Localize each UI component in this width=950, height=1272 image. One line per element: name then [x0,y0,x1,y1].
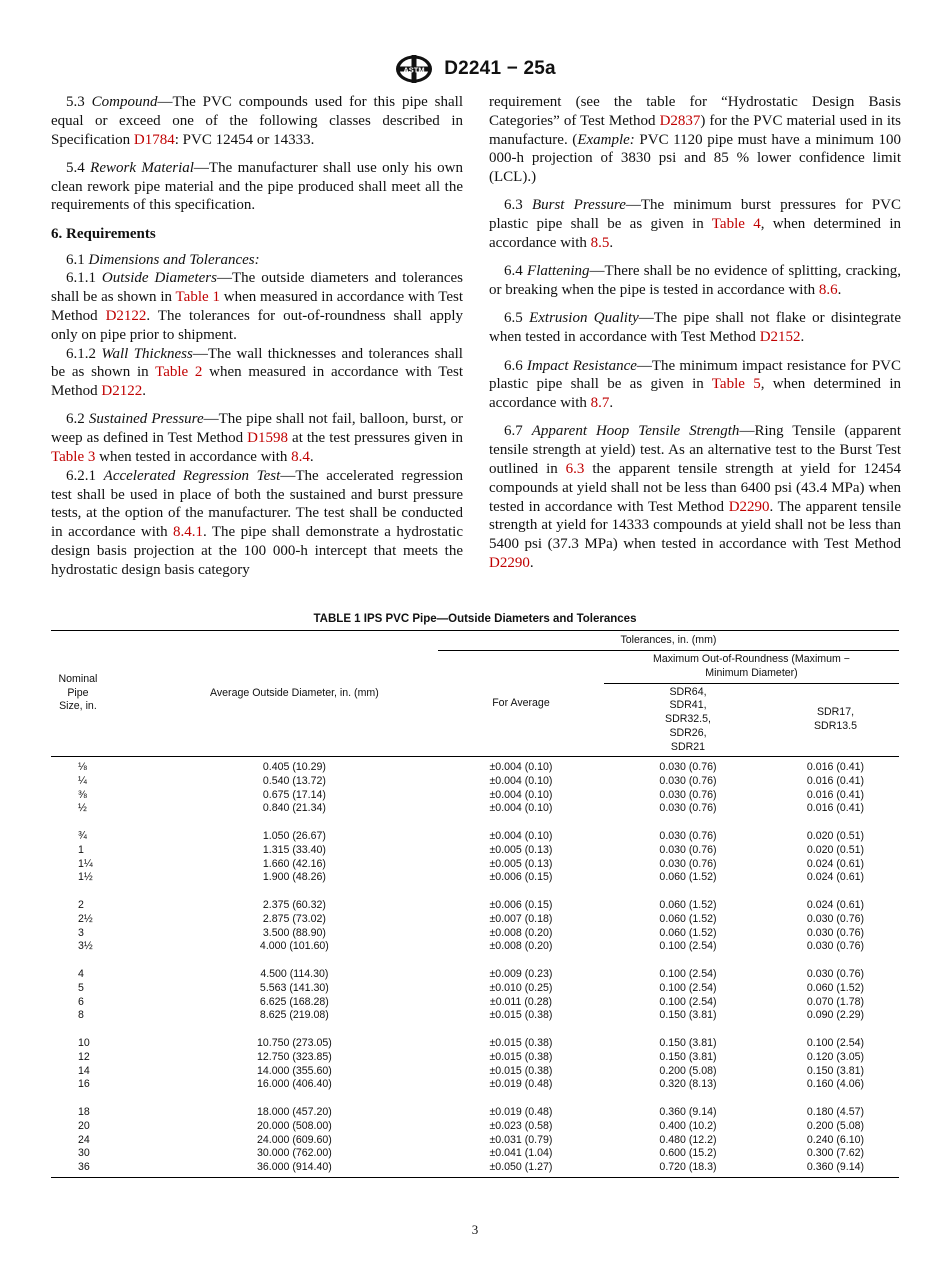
average-od-cell: 6.625 (168.28) [259,995,329,1008]
table-row [51,1147,899,1161]
out-of-round-sdr-group-2-cell: 0.300 (7.62) [806,1147,865,1160]
link-d2122[interactable]: D2122 [105,307,147,324]
tolerance-average-cell: ±0.008 (0.20) [489,926,553,939]
out-of-round-sdr-group-2-cell: 0.030 (0.76) [806,912,865,925]
tolerance-average-cell: ±0.005 (0.13) [489,857,553,870]
nominal-size-cell: 1 [78,843,84,856]
table-row [51,816,899,844]
nominal-size-cell: ⅛ [78,761,87,773]
nominal-size-cell: ½ [78,802,87,815]
tolerance-average-cell: ±0.005 (0.13) [489,843,553,856]
average-od-cell: 0.405 (10.29) [262,761,326,773]
average-od-cell: 14.000 (355.60) [256,1064,332,1077]
out-of-round-sdr-group-1-cell: 0.060 (1.52) [659,912,717,925]
tolerance-average-cell: ±0.006 (0.15) [489,871,553,884]
average-od-cell: 1.660 (42.16) [262,857,326,870]
out-of-round-sdr-group-1-cell: 0.100 (2.54) [659,981,717,994]
out-of-round-sdr-group-2-cell: 0.060 (1.52) [806,981,865,994]
table-row [51,1092,899,1120]
nominal-size-cell: 20 [78,1119,90,1132]
out-of-round-sdr-group-1-cell: 0.320 (8.13) [659,1078,717,1091]
nominal-size-cell: 2 [78,898,84,911]
table-row [51,940,899,954]
section-6-4: 6.4 Flattening—There shall be no evidence of splitting, cracking, or breaking when the pipe is tested in accordance with 8.6. [489,263,901,299]
tolerance-average-cell: ±0.050 (1.27) [438,1161,604,1177]
out-of-round-sdr-group-2-cell: 0.020 (0.51) [806,843,865,856]
out-of-round-sdr-group-1-cell: 0.030 (0.76) [659,788,717,801]
tolerance-average-cell: ±0.004 (0.10) [489,829,553,842]
out-of-round-sdr-group-2-cell: 0.016 (0.41) [806,761,865,773]
table-1 [51,630,899,1178]
table-row [51,1161,899,1177]
nominal-size-cell: 12 [78,1050,90,1063]
table-1-body [51,757,899,1178]
out-of-round-sdr-group-1-cell: 0.720 (18.3) [604,1161,772,1177]
out-of-round-sdr-group-1-cell: 0.400 (10.2) [659,1119,717,1132]
section-6-2-1: 6.2.1 Accelerated Regression Test—The accelerated regression test shall be used in place of both the sustained and burst pressure tests, at the option of the manufacturer. The test shall be conducted in accordance with 8.4.1. The pipe shall demonstrate a hydrostatic design basis projection at the 100 000-h intercept that meets the hydrostatic design basis category [51,467,464,578]
nominal-size-cell: 18 [78,1105,90,1118]
out-of-round-sdr-group-1-cell: 0.100 (2.54) [659,995,717,1008]
out-of-round-sdr-group-1-cell: 0.600 (15.2) [659,1147,717,1160]
header-sdr-group-1: SDR64, SDR41, SDR32.5, SDR26, SDR21 [604,684,772,757]
section-6-6: 6.6 Impact Resistance—The minimum impact resistance for PVC plastic pipe shall be as given in Table 5, when determined in accordance with 8.7. [489,357,901,412]
out-of-round-sdr-group-2-cell: 0.030 (0.76) [806,967,865,980]
nominal-size-cell: ⅜ [78,788,87,801]
table-row [51,996,899,1010]
out-of-round-sdr-group-1-cell: 0.200 (5.08) [659,1064,717,1077]
table-row [51,757,899,775]
out-of-round-sdr-group-1-cell: 0.150 (3.81) [659,1009,717,1022]
table-row [51,1065,899,1079]
out-of-round-sdr-group-2-cell: 0.024 (0.61) [806,857,865,870]
table-row [51,871,899,885]
out-of-round-sdr-group-2-cell: 0.100 (2.54) [806,1036,865,1049]
out-of-round-sdr-group-1-cell: 0.060 (1.52) [659,871,717,884]
section-6-2: 6.2 Sustained Pressure—The pipe shall not fail, balloon, burst, or weep as defined in Test Method D1598 at the test pressures given in Table 3 when tested in accordance with 8.4. [51,411,464,466]
nominal-size-cell: 4 [78,967,84,980]
nominal-size-cell: 30 [78,1147,90,1160]
link-8-4[interactable]: 8.4 [291,449,310,466]
tolerance-average-cell: ±0.009 (0.23) [489,967,553,980]
average-od-cell: 20.000 (508.00) [256,1119,332,1132]
out-of-round-sdr-group-2-cell: 0.160 (4.06) [806,1078,865,1091]
tolerance-average-cell: ±0.031 (0.79) [489,1133,553,1146]
out-of-round-sdr-group-2-cell: 0.030 (0.76) [806,926,865,939]
link-table-5[interactable]: Table 5 [711,376,761,393]
average-od-cell: 1.900 (48.26) [262,871,326,884]
document-header [0,54,950,84]
average-od-cell: 1.315 (33.40) [262,843,326,856]
section-6-1: 6.1 Dimensions and Tolerances: [66,251,260,268]
table-row [51,789,899,803]
out-of-round-sdr-group-1-cell: 0.030 (0.76) [659,761,717,773]
nominal-size-cell: 36 [51,1161,151,1177]
average-od-cell: 16.000 (406.40) [256,1078,332,1091]
out-of-round-sdr-group-2-cell: 0.016 (0.41) [806,788,865,801]
table-row [51,775,899,789]
average-od-cell: 0.840 (21.34) [262,802,326,815]
tolerance-average-cell: ±0.006 (0.15) [489,898,553,911]
average-od-cell: 10.750 (273.05) [256,1036,332,1049]
section-6-7: 6.7 Apparent Hoop Tensile Strength—Ring Tensile (apparent tensile strength at yield) test. As an alternative test to the Burst Test outlined in 6.3 the apparent tensile strength at yield for 12454 compounds at yield shall not be less than 6400 psi (43.4 MPa) when tested in accordance with Test Method D2290. The apparent tensile strength at yield for 14333 compounds at yield shall not be less than 5400 psi (37.3 MPa) when tested in accordance with Test Method D2290. [489,423,902,572]
header-average-od: Average Outside Diameter, in. (mm) [151,631,438,757]
out-of-round-sdr-group-2-cell: 0.024 (0.61) [806,898,865,911]
table-row [51,802,899,816]
page-number: 3 [471,1222,479,1237]
nominal-size-cell: 2½ [78,912,93,925]
link-8-5[interactable]: 8.5 [590,235,610,252]
tolerance-average-cell: ±0.004 (0.10) [489,788,553,801]
out-of-round-sdr-group-1-cell: 0.060 (1.52) [659,926,717,939]
average-od-cell: 2.875 (73.02) [262,912,326,925]
table-row [51,913,899,927]
table-row [51,1078,899,1092]
table-row [51,844,899,858]
table-1-title: TABLE 1 IPS PVC Pipe—Outside Diameters and Tolerances [313,613,637,625]
out-of-round-sdr-group-1-cell: 0.150 (3.81) [659,1036,717,1049]
out-of-round-sdr-group-1-cell: 0.030 (0.76) [659,857,717,870]
out-of-round-sdr-group-1-cell: 0.030 (0.76) [659,843,717,856]
link-d1598[interactable]: D1598 [247,430,288,447]
table-row [51,1120,899,1134]
out-of-round-sdr-group-1-cell: 0.030 (0.76) [659,829,717,842]
tolerance-average-cell: ±0.008 (0.20) [489,940,553,953]
tolerance-average-cell: ±0.015 (0.38) [489,1009,553,1022]
average-od-cell: 3.500 (88.90) [262,926,326,939]
table-row [51,927,899,941]
average-od-cell: 0.675 (17.14) [262,788,326,801]
link-d1784[interactable]: D1784 [133,131,175,148]
nominal-size-cell: 8 [78,1009,84,1022]
nominal-size-cell: 16 [78,1078,90,1091]
table-row [51,885,899,913]
nominal-size-cell: 10 [78,1036,90,1049]
out-of-round-sdr-group-1-cell: 0.060 (1.52) [659,898,717,911]
out-of-round-sdr-group-1-cell: 0.030 (0.76) [659,802,717,815]
section-6-1-2: 6.1.2 Wall Thickness—The wall thicknesses and tolerances shall be as shown in Table 2 when measured in accordance with Test Method D2122. [51,345,463,400]
average-od-cell: 4.500 (114.30) [260,967,329,980]
section-6-5: 6.5 Extrusion Quality—The pipe shall not flake or disintegrate when tested in accordance with Test Method D2152. [489,310,902,346]
section-5-3: 5.3 Compound—The PVC compounds used for this pipe shall equal or exceed one of the following classes described in Specification D1784: PVC 12454 or 14333. [51,94,464,148]
out-of-round-sdr-group-1-cell: 0.100 (2.54) [659,940,717,953]
header-nominal-size: Nominal Pipe Size, in. [51,631,151,757]
out-of-round-sdr-group-2-cell: 0.070 (1.78) [806,995,865,1008]
link-d2837[interactable]: D2837 [659,112,701,129]
average-od-cell: 1.050 (26.67) [262,829,326,842]
document-id: D2241 − 25a [444,58,556,79]
link-table-2[interactable]: Table 2 [155,364,203,381]
link-d2290[interactable]: D2290 [728,498,770,515]
average-od-cell: 5.563 (141.30) [259,981,329,994]
tolerance-average-cell: ±0.010 (0.25) [489,981,553,994]
header-tolerances: Tolerances, in. (mm) [438,631,899,651]
out-of-round-sdr-group-2-cell: 0.120 (3.05) [806,1050,865,1063]
tolerance-average-cell: ±0.041 (1.04) [489,1147,553,1160]
nominal-size-cell: 3 [78,926,84,939]
out-of-round-sdr-group-2-cell: 0.016 (0.41) [806,802,865,815]
average-od-cell: 2.375 (60.32) [262,898,326,911]
nominal-size-cell: 5 [78,981,84,994]
link-6-3[interactable]: 6.3 [565,461,585,478]
average-od-cell: 18.000 (457.20) [256,1105,332,1118]
average-od-cell: 4.000 (101.60) [259,940,329,953]
tolerance-average-cell: ±0.015 (0.38) [489,1050,553,1063]
header-for-average: For Average [438,651,604,757]
link-8-7[interactable]: 8.7 [590,395,610,412]
average-od-cell: 24.000 (609.60) [256,1133,332,1146]
nominal-size-cell: 3½ [78,940,93,953]
average-od-cell: 30.000 (762.00) [256,1147,332,1160]
right-text-column [489,93,901,582]
out-of-round-sdr-group-2-cell: 0.030 (0.76) [806,940,865,953]
link-d2122[interactable]: D2122 [101,383,143,400]
out-of-round-sdr-group-1-cell: 0.100 (2.54) [659,967,717,980]
out-of-round-sdr-group-2-cell: 0.024 (0.61) [806,871,865,884]
tolerance-average-cell: ±0.015 (0.38) [489,1064,553,1077]
nominal-size-cell: 1½ [78,871,93,884]
out-of-round-sdr-group-2-cell: 0.180 (4.57) [806,1105,865,1118]
section-6-3: 6.3 Burst Pressure—The minimum burst pressures for PVC plastic pipe shall be as given in Table 4, when determined in accordance with 8.5. [489,197,901,252]
nominal-size-cell: 6 [78,995,84,1008]
tolerance-average-cell: ±0.004 (0.10) [489,761,553,773]
table-row [51,1134,899,1148]
link-d2290[interactable]: D2290 [489,555,530,572]
table-row [51,858,899,872]
out-of-round-sdr-group-2-cell: 0.090 (2.29) [806,1009,865,1022]
tolerance-average-cell: ±0.015 (0.38) [489,1036,553,1049]
header-sdr-group-2: SDR17, SDR13.5 [772,684,899,757]
out-of-round-sdr-group-2-cell: 0.360 (9.14) [772,1161,899,1177]
out-of-round-sdr-group-1-cell: 0.150 (3.81) [659,1050,717,1063]
table-row [51,1023,899,1051]
out-of-round-sdr-group-1-cell: 0.030 (0.76) [659,774,717,787]
nominal-size-cell: ¼ [78,774,87,787]
table-row [51,954,899,982]
tolerance-average-cell: ±0.019 (0.48) [489,1078,553,1091]
average-od-cell: 8.625 (219.08) [259,1009,329,1022]
nominal-size-cell: ¾ [78,829,87,842]
out-of-round-sdr-group-2-cell: 0.150 (3.81) [806,1064,865,1077]
average-od-cell: 0.540 (13.72) [262,774,326,787]
out-of-round-sdr-group-2-cell: 0.240 (6.10) [806,1133,865,1146]
tolerance-average-cell: ±0.007 (0.18) [489,912,553,925]
link-d2152[interactable]: D2152 [759,329,801,346]
link-table-3[interactable]: Table 3 [51,449,96,466]
out-of-round-sdr-group-1-cell: 0.480 (12.2) [659,1133,717,1146]
tolerance-average-cell: ±0.011 (0.28) [489,995,553,1008]
section-6-1-1: 6.1.1 Outside Diameters—The outside diameters and tolerances shall be as shown in Table 1 when measured in accordance with Test Method D2122. The tolerances for out-of-roundness shall apply only on pipe prior to shipment. [51,270,463,343]
table-row [51,1051,899,1065]
nominal-size-cell: 1¼ [78,857,93,870]
header-out-of-roundness: Maximum Out-of-Roundness (Maximum − Minimum Diameter) [604,651,899,684]
link-8-6[interactable]: 8.6 [818,282,838,299]
tolerance-average-cell: ±0.004 (0.10) [489,802,553,815]
link-table-1[interactable]: Table 1 [175,289,220,306]
out-of-round-sdr-group-2-cell: 0.020 (0.51) [806,829,865,842]
tolerance-average-cell: ±0.023 (0.58) [489,1119,553,1132]
link-8-4-1[interactable]: 8.4.1 [173,524,203,541]
out-of-round-sdr-group-2-cell: 0.016 (0.41) [806,774,865,787]
nominal-size-cell: 14 [78,1064,90,1077]
left-text-column [51,93,463,589]
link-table-4[interactable]: Table 4 [711,216,761,233]
section-5-4: 5.4 Rework Material—The manufacturer shall use only his own clean rework pipe material and the pipe produced shall meet all the requirements of this specification. [51,159,463,214]
tolerance-average-cell: ±0.019 (0.48) [489,1105,553,1118]
out-of-round-sdr-group-1-cell: 0.360 (9.14) [659,1105,717,1118]
out-of-round-sdr-group-2-cell: 0.200 (5.08) [806,1119,865,1132]
nominal-size-cell: 24 [78,1133,90,1146]
astm-logo-icon [394,54,434,84]
tolerance-average-cell: ±0.004 (0.10) [489,774,553,787]
section-6-heading: 6. Requirements [51,225,156,242]
average-od-cell: 12.750 (323.85) [256,1050,332,1063]
astm-logo-text: ASTM [403,65,425,75]
average-od-cell: 36.000 (914.40) [151,1161,438,1177]
section-6-2-1-continued: requirement (see the table for “Hydrostatic Design Basis Categories” of Test Method D2837) for the PVC material used in its manufacture. (Example: PVC 1120 pipe must have a minimum 100 000-h projection of 3830 psi and 85 % lower confidence limit (LCL).) [489,94,902,186]
table-row [51,1009,899,1023]
table-row [51,982,899,996]
